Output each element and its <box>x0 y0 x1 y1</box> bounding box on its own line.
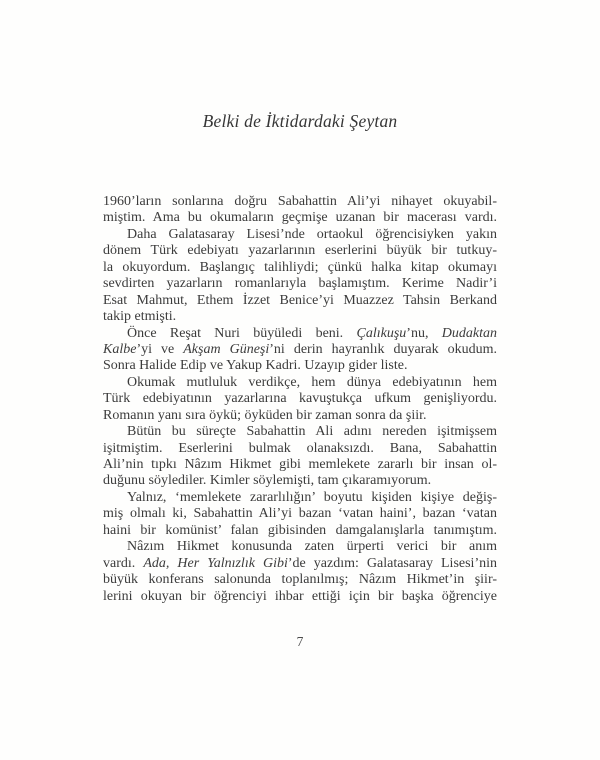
text-line <box>103 309 497 325</box>
book-title-italic: Çalıkuşu <box>356 325 407 341</box>
book-title-italic: Kalbe <box>103 341 137 357</box>
text-segment: Bütün bu süreçte Sabahattin Ali adını nereden işitmişsem <box>127 424 497 440</box>
text-segment: lerini okuyan bir öğrenciyi ihbar ettiği için bir başka öğrenciye <box>103 588 497 604</box>
text-line <box>103 342 497 358</box>
text-segment: ’nu, <box>406 325 442 341</box>
body-text <box>103 194 497 605</box>
text-segment: miş olmalı ki, Sabahattin Ali’yi bazan ‘vatan haini’, bazan ‘vatan <box>103 506 497 522</box>
text-segment: sevdirten yazarların romanlarıyla başlamıştım. Kerime Nadir’i <box>103 276 497 292</box>
text-line <box>103 210 497 226</box>
text-line <box>103 375 497 391</box>
text-segment: büyük konferans salonunda toplanılmış; Nâzım Hikmet’in şiir- <box>103 572 497 588</box>
text-segment: ’yi ve <box>136 341 184 357</box>
text-line <box>103 408 497 424</box>
text-segment: ’ni derin hayranlık duyarak okudum. <box>269 341 497 357</box>
text-line <box>103 424 497 440</box>
text-segment: Nâzım Hikmet konusunda zaten ürperti verici bir anım <box>127 539 497 555</box>
text-segment: Ali’nin tıpkı Nâzım Hikmet gibi memlekete zararlı bir insan ol- <box>103 457 497 472</box>
text-line <box>103 556 497 572</box>
text-line <box>103 260 497 276</box>
text-line <box>103 227 497 243</box>
text-segment: dönem Türk edebiyatı yazarlarının eserlerini büyük bir tutkuy- <box>103 243 497 259</box>
text-segment: Romanın yanı sıra öykü; öyküden bir zaman sonra da şiir. <box>103 407 427 423</box>
text-segment: miştim. Ama bu okumaların geçmişe uzanan bir macerası vardı. <box>103 210 497 226</box>
text-line <box>103 589 497 605</box>
text-segment: ’de yazdım: Galatasaray Lisesi’nin <box>287 555 497 571</box>
text-line <box>103 194 497 210</box>
book-title-italic: Dudaktan <box>441 325 497 341</box>
text-line <box>103 539 497 555</box>
text-line <box>103 523 497 539</box>
text-segment: işitmiştim. Eserlerini bulmak olanaksızdı. Bana, Sabahattin <box>103 440 497 456</box>
text-line <box>103 441 497 457</box>
text-segment: vardı. <box>103 555 144 571</box>
text-segment: Sonra Halide Edip ve Yakup Kadri. Uzayıp gider liste. <box>103 358 408 374</box>
text-line <box>103 391 497 407</box>
text-segment: Okumak mutluluk verdikçe, hem dünya edebiyatının hem <box>127 374 497 390</box>
text-line <box>103 457 497 473</box>
text-segment: 1960’ların sonlarına doğru Sabahattin Ali’yi nihayet okuyabil- <box>103 194 497 209</box>
text-line <box>103 506 497 522</box>
text-line <box>103 473 497 489</box>
text-segment: Esat Mahmut, Ethem İzzet Benice’yi Muazzez Tahsin Berkand <box>103 292 497 308</box>
text-line <box>103 276 497 292</box>
text-segment: duğunu söylediler. Kimler söylemişti, tam çıkaramıyorum. <box>103 473 432 489</box>
text-line <box>103 293 497 309</box>
book-title-italic: Ada, Her Yalnızlık Gibi <box>143 555 288 571</box>
text-segment: takip etmişti. <box>103 309 177 325</box>
text-segment: Daha Galatasaray Lisesi’nde ortaokul öğrencisiyken yakın <box>127 226 497 242</box>
chapter-title: Belki de İktidardaki Şeytan <box>202 111 398 131</box>
text-segment: Yalnız, ‘memlekete zararlılığın’ boyutu kişiden kişiye değiş- <box>127 489 497 505</box>
text-line <box>103 358 497 374</box>
text-line <box>103 572 497 588</box>
page-number: 7 <box>296 634 304 649</box>
text-line <box>103 243 497 259</box>
book-title-italic: Akşam Güneşi <box>183 341 270 357</box>
text-segment: la okuyordum. Başlangıç talihliydi; çünkü halka kitap okumayı <box>103 259 497 275</box>
text-line <box>103 326 497 342</box>
text-segment: Türk edebiyatının yazarlarına kavuştukça ufkum genişliyordu. <box>103 391 497 407</box>
text-segment: haini bir komünist’ falan gibisinden damgalanışlarla tanımıştım. <box>103 522 497 538</box>
text-line <box>103 490 497 506</box>
text-segment: Önce Reşat Nuri büyüledi beni. <box>127 325 357 341</box>
